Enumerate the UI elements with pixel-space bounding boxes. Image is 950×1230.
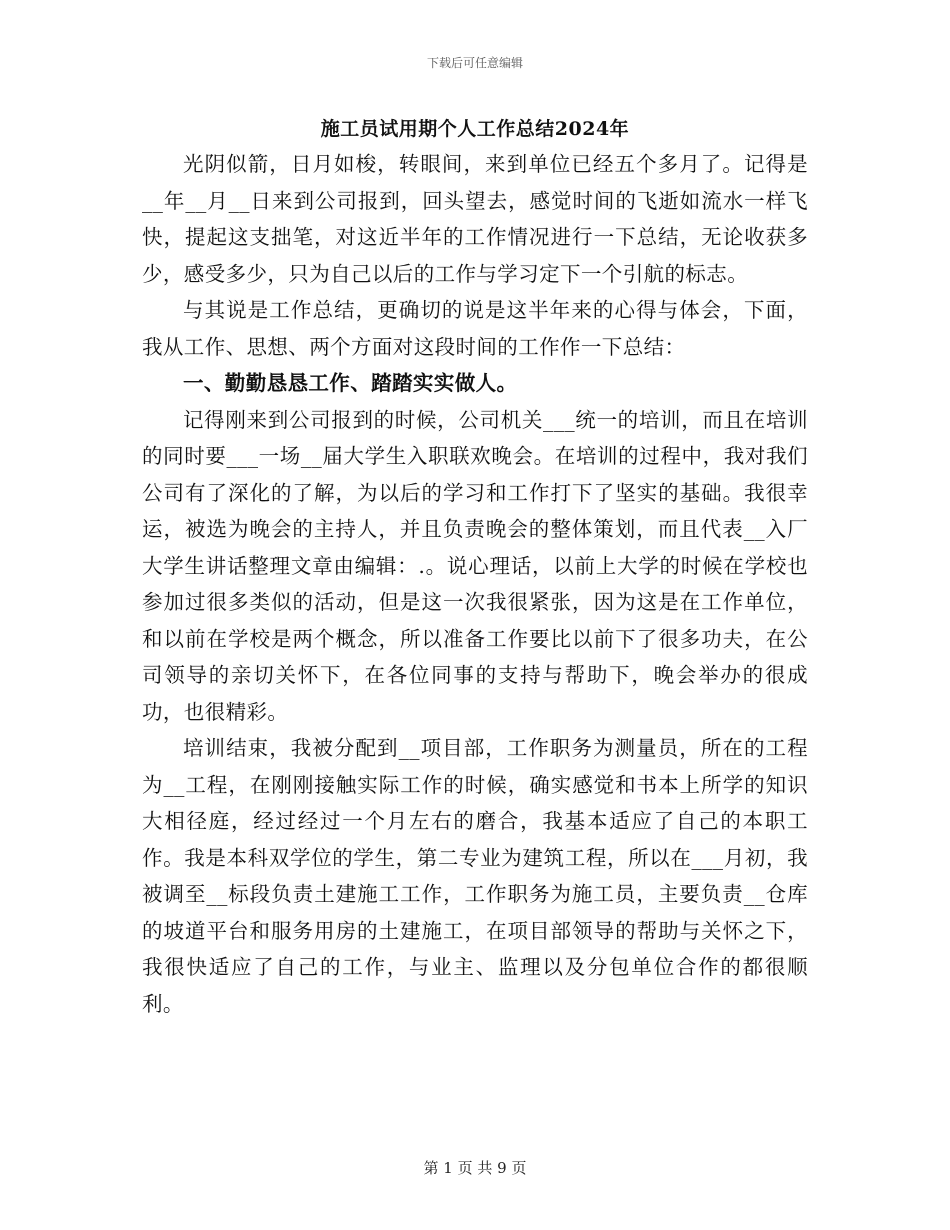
paragraph-intro: 光阴似箭，日月如梭，转眼间，来到单位已经五个多月了。记得是__年__月__日来到公司报到，回头望去，感觉时间的飞逝如流水一样飞快，提起这支拙笔，对这近半年的工作情况进行一下总结，无论收获多少，感受多少，只为自己以后的工作与学习定下一个引航的标志。 [142, 152, 808, 286]
section-heading-1: 一、勤勤恳恳工作、踏踏实实做人。 [183, 371, 518, 395]
document-title: 施工员试用期个人工作总结2024年 [320, 118, 630, 140]
paragraph-assignment: 培训结束，我被分配到__项目部，工作职务为测量员，所在的工程为__工程，在刚刚接触实际工作的时候，确实感觉和书本上所学的知识大相径庭，经过经过一个月左右的磨合，我基本适应了自己的本职工作。我是本科双学位的学生，第二专业为建筑工程，所以在___月初，我被调至__标段负责土建施工工作，工作职务为施工员，主要负责__仓库的坡道平台和服务用房的土建施工，在项目部领导的帮助与关怀之下，我很快适应了自己的工作，与业主、监理以及分包单位合作的都很顺利。 [142, 736, 808, 1016]
header-note: 下载后可任意编辑 [426, 56, 523, 70]
page-number: 第 1 页 共 9 页 [423, 1159, 527, 1177]
paragraph-training: 记得刚来到公司报到的时候，公司机关___统一的培训，而且在培训的同时要___一场__届大学生入职联欢晚会。在培训的过程中，我对我们公司有了深化的了解，为以后的学习和工作打下了坚实的基础。我很幸运，被选为晚会的主持人，并且负责晚会的整体策划，而且代表__入厂大学生讲话整理文章由编辑：.。说心理话，以前上大学的时候在学校也参加过很多类似的活动，但是这一次我很紧张，因为这是在工作单位，和以前在学校是两个概念，所以准备工作要比以前下了很多功夫，在公司领导的亲切关怀下，在各位同事的支持与帮助下，晚会举办的很成功，也很精彩。 [142, 407, 808, 724]
paragraph-overview: 与其说是工作总结，更确切的说是这半年来的心得与体会，下面，我从工作、思想、两个方面对这段时间的工作作一下总结： [142, 298, 808, 359]
document-body [142, 146, 808, 1022]
